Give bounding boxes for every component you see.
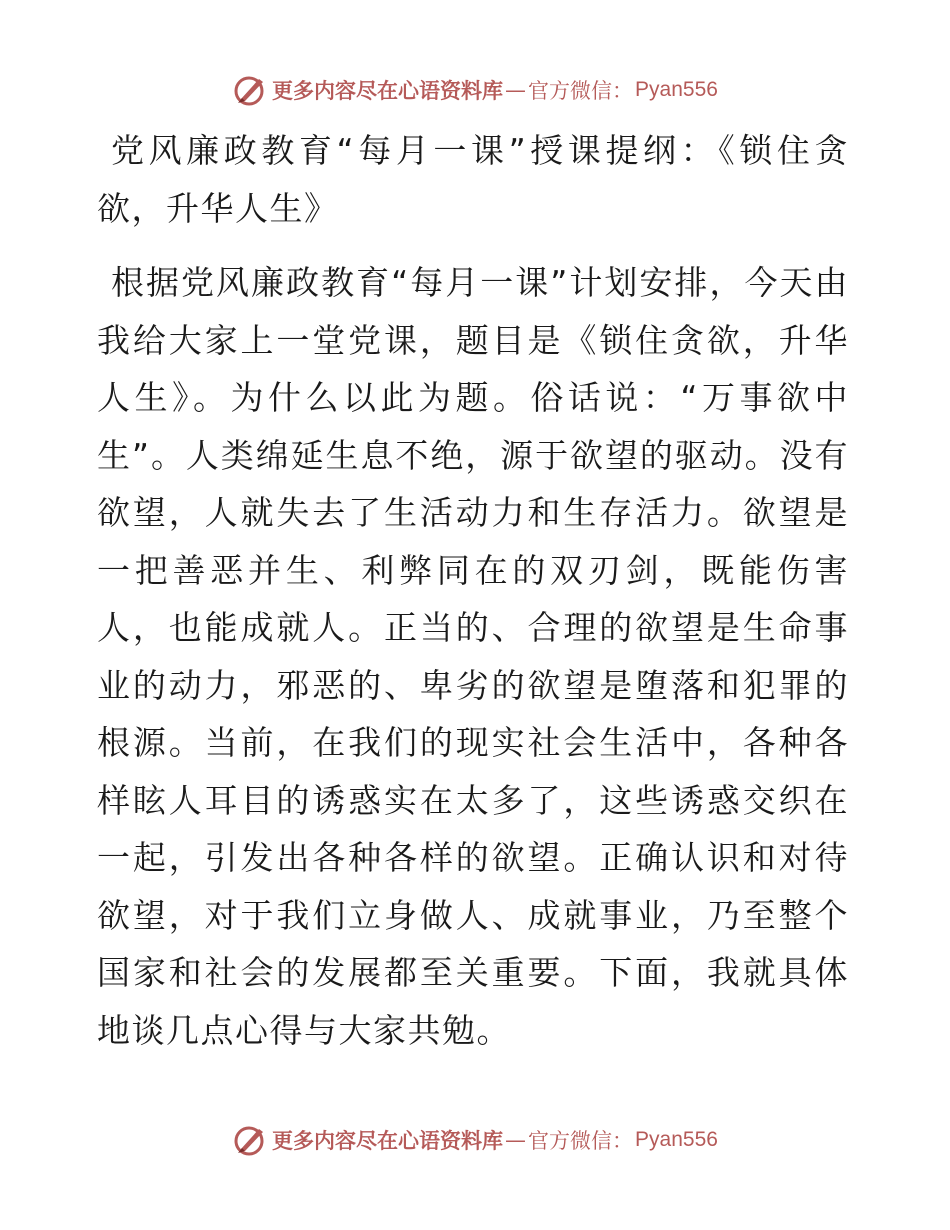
banner-text: 更多内容尽在心语资料库 bbox=[272, 78, 504, 103]
banner-wechat-label: 官方微信： bbox=[528, 1129, 634, 1153]
footer-banner bbox=[0, 1120, 950, 1160]
banner-wechat-id: Pyan556 bbox=[635, 1128, 718, 1151]
quill-pen-logo-icon bbox=[232, 1122, 268, 1158]
banner-wechat-id: Pyan556 bbox=[635, 78, 718, 101]
banner-dash: — bbox=[505, 78, 527, 102]
banner-dash: — bbox=[505, 1128, 527, 1152]
document-title: 党风廉政教育“每月一课”授课提纲：《锁住贪欲，升华人生》 bbox=[97, 131, 849, 228]
quill-pen-logo-icon bbox=[232, 72, 268, 108]
document-body bbox=[97, 122, 849, 1059]
banner-text: 更多内容尽在心语资料库 bbox=[272, 1128, 504, 1153]
header-banner bbox=[0, 70, 950, 110]
banner-wechat-label: 官方微信： bbox=[528, 79, 634, 103]
document-paragraph: 根据党风廉政教育“每月一课”计划安排，今天由我给大家上一堂党课，题目是《锁住贪欲，升华人生》。为什么以此为题。俗话说：“万事欲中生”。人类绵延生息不绝，源于欲望的驱动。没有欲望，人就失去了生活动力和生存活力。欲望是一把善恶并生、利弊同在的双刃剑，既能伤害人，也能成就人。正当的、合理的欲望是生命事业的动力，邪恶的、卑劣的欲望是堕落和犯罪的根源。当前，在我们的现实社会生活中，各种各样眩人耳目的诱惑实在太多了，这些诱惑交织在一起，引发出各种各样的欲望。正确认识和对待欲望，对于我们立身做人、成就事业，乃至整个国家和社会的发展都至关重要。下面，我就具体地谈几点心得与大家共勉。 bbox=[97, 263, 849, 1050]
